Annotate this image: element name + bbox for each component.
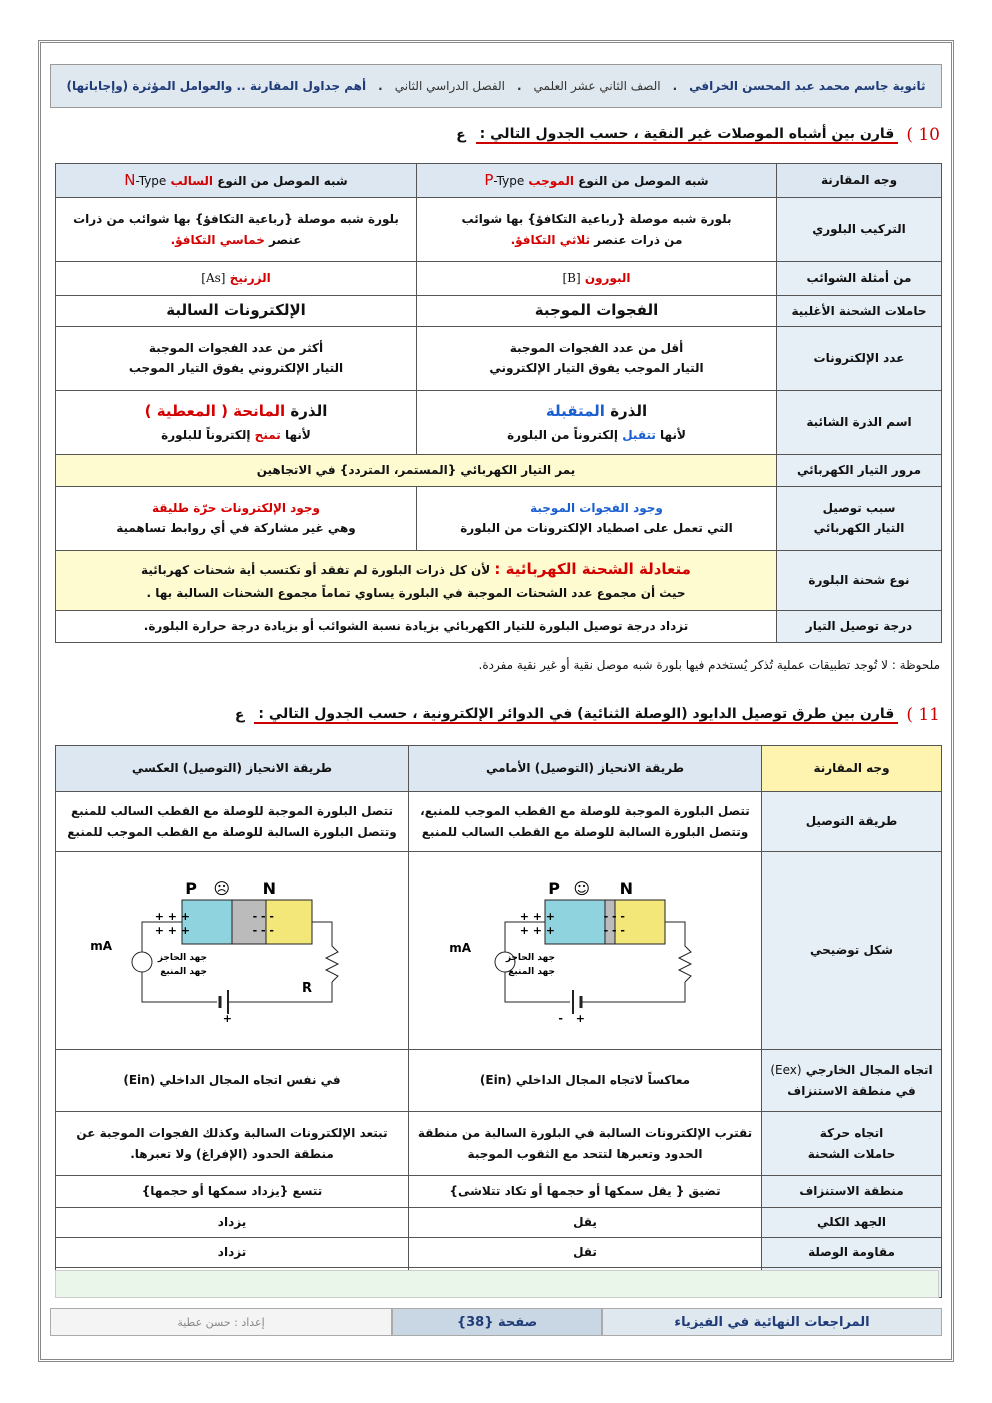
source-label: جهد المنبع (508, 967, 555, 978)
question-tail: ع (456, 127, 466, 143)
reverse-bias-diagram (90, 872, 352, 1026)
table-row (56, 296, 942, 327)
table-row (56, 198, 942, 262)
forward-cell: معاكساً لاتجاه المجال الداخلي (Ein) (409, 1050, 762, 1112)
question-text: قارن بين طرق توصيل الدايود (الوصلة الثنائية) في الدوائر الإلكترونية ، حسب الجدول التالي : (254, 706, 898, 724)
reverse-header: طريقة الانحياز (التوصيل) العكسي (56, 746, 409, 792)
p-label: P (548, 879, 560, 899)
table-row (56, 486, 942, 550)
p-cell: أقل من عدد الفجوات الموجبة التيار الموجب يفوق التيار الإلكتروني (417, 326, 777, 390)
frown-icon: ☹ (213, 879, 230, 899)
author-credit: إعداد : حسن عطية (50, 1308, 392, 1336)
question-number: 11 ) (906, 705, 940, 725)
question-11-title (52, 700, 940, 730)
question-tail: ع (234, 707, 245, 723)
row-label: مقاومة الوصلة (762, 1238, 942, 1268)
page-number: صفحة {38} (392, 1308, 602, 1336)
row-label: مرور التيار الكهربائي (777, 454, 942, 486)
resistor-label: R (301, 981, 312, 997)
aspect-header: وجه المقارنة (762, 746, 942, 792)
question-text: قارن بين أشباه الموصلات غير النقية ، حسب الجدول التالي : (476, 126, 899, 144)
p-type-header: شبه الموصل من النوع الموجب P-Type (417, 164, 777, 198)
svg-text:+: + (575, 1012, 585, 1026)
svg-text:- - -: - - - (603, 910, 625, 924)
n-label: N (262, 879, 276, 899)
table-row (56, 1050, 942, 1112)
semiconductor-comparison-table (55, 163, 942, 643)
forward-cell: تضيق { يقل سمكها أو حجمها أو تكاد تتلاشى} (409, 1176, 762, 1208)
n-cell: أكثر من عدد الفجوات الموجبة التيار الإلكتروني يفوق التيار الموجب (56, 326, 417, 390)
reverse-cell: في نفس اتجاه المجال الداخلي (Ein) (56, 1050, 409, 1112)
forward-cell: تقترب الإلكترونات السالبة في البلورة السالبة من منطقة الحدود وتعبرها لتتحد مع الثقوب الموجبة (409, 1112, 762, 1176)
smile-icon: ☺ (573, 879, 590, 899)
diode-comparison-table (55, 745, 942, 1298)
forward-cell: يقل (409, 1208, 762, 1238)
resistor-icon (312, 922, 338, 982)
reverse-cell: تبتعد الإلكترونات السالبة وكذلك الفجوات الموجبة عن منطقة الحدود (الإفراغ) ولا تعبرها. (56, 1112, 409, 1176)
svg-text:+ + +: + + + (154, 910, 190, 924)
term-label: الفصل الدراسي الثاني (394, 79, 505, 93)
question-10-title (52, 120, 940, 150)
n-type-header: شبه الموصل من النوع السالب N-Type (56, 164, 417, 198)
row-label: اتجاه حركة حاملات الشحنة (762, 1112, 942, 1176)
resistor-icon (665, 922, 691, 982)
p-cell: الفجوات الموجبة (417, 296, 777, 327)
ammeter-label: mA (90, 939, 112, 954)
svg-text:- - -: - - - (252, 910, 274, 924)
table-row (56, 390, 942, 454)
table-row (56, 610, 942, 642)
forward-cell: تقل (409, 1238, 762, 1268)
row-label: منطقة الاستنزاف (762, 1176, 942, 1208)
row-label: حاملات الشحنة الأغلبية (777, 296, 942, 327)
forward-diagram-cell (409, 852, 762, 1050)
blank-band (55, 1270, 939, 1298)
table-row (56, 262, 942, 296)
svg-text:+ + +: + + + (519, 910, 555, 924)
svg-text:- - -: - - - (252, 924, 274, 938)
p-label: P (185, 879, 197, 899)
n-label: N (619, 879, 633, 899)
page-header: ثانوية جاسم محمد عبد المحسن الخرافي . الصف الثاني عشر العلمي . الفصل الدراسي الثاني . أهم جداول المقارنة .. والعوامل المؤثرة (وإجاباتها) (50, 64, 942, 108)
source-label: جهد المنبع (160, 967, 207, 978)
svg-text:-: - (558, 1012, 563, 1026)
school-name: ثانوية جاسم محمد عبد المحسن الخرافي (689, 79, 926, 93)
ammeter-label: mA (449, 941, 471, 956)
aspect-header: وجه المقارنة (777, 164, 942, 198)
row-label: اسم الذرة الشائبة (777, 390, 942, 454)
table-row (56, 326, 942, 390)
p-cell: البورون [B] (417, 262, 777, 296)
row-label: سبب توصيل التيار الكهربائي (777, 486, 942, 550)
row-label: اتجاه المجال الخارجي (Eex) في منطقة الاستنزاف (762, 1050, 942, 1112)
row-label: الجهد الكلي (762, 1208, 942, 1238)
table-row (56, 1208, 942, 1238)
svg-text:+ + +: + + + (519, 924, 555, 938)
svg-text:+ + +: + + + (154, 924, 190, 938)
table-header-row (56, 746, 942, 792)
table-row (56, 1112, 942, 1176)
p-cell: الذرة المتقبلة لأنها تتقبل إلكتروناً من البلورة (417, 390, 777, 454)
p-cell: بلورة شبه موصلة {رباعية التكافؤ} بها شوائب من ذرات عنصر ثلاثي التكافؤ. (417, 198, 777, 262)
n-cell: الإلكترونات السالبة (56, 296, 417, 327)
table-header-row (56, 164, 942, 198)
row-label: التركيب البلوري (777, 198, 942, 262)
topic-label: أهم جداول المقارنة .. والعوامل المؤثرة (وإجاباتها) (66, 79, 367, 93)
reverse-cell: تتسع {يزداد سمكها أو حجمها} (56, 1176, 409, 1208)
table-row (56, 454, 942, 486)
table-row (56, 852, 942, 1050)
shared-cell: متعادلة الشحنة الكهربائية : لأن كل ذرات البلورة لم تفقد أو تكتسب أية شحنات كهربائية حيث أن مجموع عدد الشحنات الموجبة في البلورة يساوي تماماً مجموع الشحنات السالبة بها . (56, 550, 777, 610)
shared-cell: يمر التيار الكهربائي {المستمر، المتردد} في الاتجاهين (56, 454, 777, 486)
table-row (56, 1176, 942, 1208)
ammeter-icon (132, 952, 152, 972)
barrier-label: جهد الحاجز (505, 953, 555, 964)
table-row (56, 550, 942, 610)
row-label: طريقة التوصيل (762, 792, 942, 852)
shared-cell: تزداد درجة توصيل البلورة للتيار الكهربائي بزيادة نسبة الشوائب أو بزيادة درجة حرارة البلورة. (56, 610, 777, 642)
row-label: شكل توضيحي (762, 852, 942, 1050)
svg-text:+: + (222, 1012, 232, 1026)
n-cell: الذرة المانحة ( المعطية ) لأنها تمنح إلكتروناً للبلورة (56, 390, 417, 454)
n-cell: وجود الإلكترونات حرّة طليقة وهي غير مشاركة في أي روابط تساهمية (56, 486, 417, 550)
grade-label: الصف الثاني عشر العلمي (533, 79, 661, 93)
reverse-cell: يزداد (56, 1208, 409, 1238)
row-label: من أمثلة الشوائب (777, 262, 942, 296)
page-footer (50, 1308, 942, 1336)
forward-cell: تتصل البلورة الموجبة للوصلة مع القطب الموجب للمنبع، وتتصل البلورة السالبة للوصلة مع القطب السالب للمنبع (409, 792, 762, 852)
book-title: المراجعات النهائية في الفيزياء (602, 1308, 942, 1336)
row-label: درجة توصيل التيار (777, 610, 942, 642)
forward-bias-diagram (449, 872, 705, 1026)
row-label: نوع شحنة البلورة (777, 550, 942, 610)
table-row (56, 1238, 942, 1268)
table-row (56, 792, 942, 852)
note-text: ملحوظة : لا تُوجد تطبيقات عملية تُذكر يُستخدم فيها بلورة شبه موصل نقية أو غير نقية مفردة. (478, 658, 940, 672)
svg-text:- - -: - - - (603, 924, 625, 938)
forward-header: طريقة الانحياز (التوصيل) الأمامي (409, 746, 762, 792)
question-number: 10 ) (906, 125, 940, 145)
n-cell: بلورة شبه موصلة {رباعية التكافؤ} بها شوائب من ذرات عنصر خماسي التكافؤ. (56, 198, 417, 262)
p-cell: وجود الفجوات الموجبة التي تعمل على اصطياد الإلكترونات من البلورة (417, 486, 777, 550)
reverse-diagram-cell (56, 852, 409, 1050)
n-cell: الزرنيخ [As] (56, 262, 417, 296)
reverse-cell: تزداد (56, 1238, 409, 1268)
row-label: عدد الإلكترونات (777, 326, 942, 390)
reverse-cell: تتصل البلورة الموجبة للوصلة مع القطب السالب للمنبع وتتصل البلورة السالبة للوصلة مع القطب الموجب للمنبع (56, 792, 409, 852)
barrier-label: جهد الحاجز (157, 953, 207, 964)
